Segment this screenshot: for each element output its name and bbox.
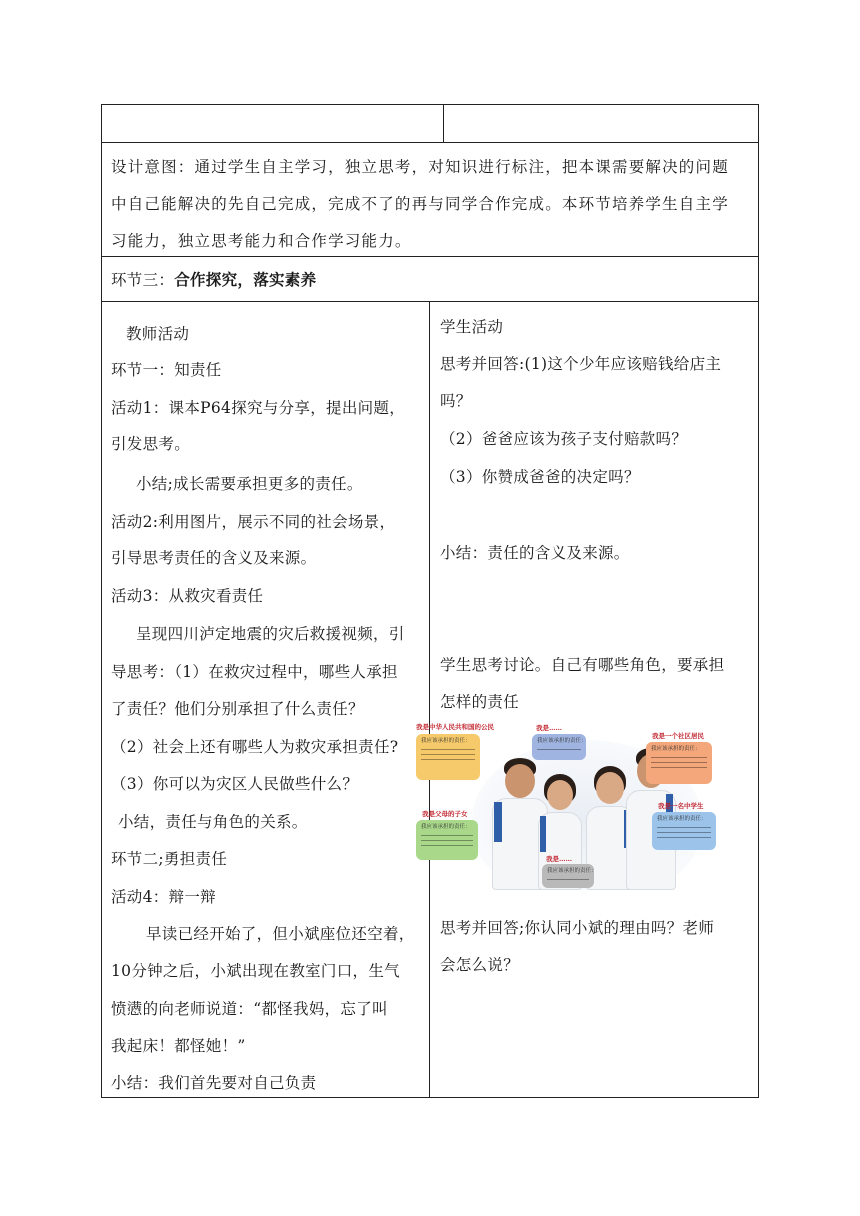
row-divider-1 [101, 142, 759, 143]
student-line-8: 思考并回答;你认同小斌的理由吗？老师 [440, 919, 715, 937]
table-bottom-border [101, 1097, 759, 1098]
student-line-3: （2）爸爸应该为孩子支付赔款吗？ [440, 430, 688, 448]
row-divider-3 [101, 301, 759, 302]
top-row-column-divider [443, 104, 444, 142]
teacher-line-4: 小结;成长需要承担更多的责任。 [136, 475, 363, 493]
teacher-line-20: 小结：我们首先要对自己负责 [111, 1074, 317, 1092]
section3-heading [111, 270, 316, 290]
student-column-header: 学生活动 [440, 318, 504, 336]
role-card-me-caption: 我是…… [536, 724, 562, 732]
activity-column-divider [429, 301, 430, 1097]
section3-title: 合作探究，落实素养 [174, 270, 317, 289]
roles-illustration [412, 720, 724, 890]
table-left-border [101, 104, 102, 1098]
teacher-line-16: 早读已经开始了，但小斌座位还空着， [146, 925, 415, 943]
teacher-line-19: 我起床！都怪她！” [111, 1037, 246, 1055]
teacher-line-13: 小结，责任与角色的关系。 [118, 813, 308, 831]
teacher-line-6: 引导思考责任的含义及来源。 [111, 549, 317, 567]
student-line-4: （3）你赞成爸爸的决定吗？ [440, 468, 640, 486]
teacher-line-5: 活动2:利用图片，展示不同的社会场景， [111, 513, 396, 531]
role-card-me [532, 724, 587, 760]
teacher-line-14: 环节二;勇担责任 [111, 850, 228, 868]
design-intent-paragraph [111, 149, 751, 260]
teacher-line-3: 引发思考。 [111, 435, 191, 453]
role-card-child-caption: 我是父母的子女 [422, 810, 468, 818]
role-card-bottom-prompt: 我应该承担的责任： [547, 868, 597, 874]
table-right-border [758, 104, 759, 1098]
teacher-line-18: 愤懑的向老师说道：“都怪我妈，忘了叫 [111, 1000, 388, 1018]
role-card-citizen-caption: 我是中华人民共和国的公民 [416, 723, 494, 731]
teacher-line-2: 活动1：课本P64探究与分享，提出问题， [111, 399, 406, 417]
student-line-7: 怎样的责任 [440, 693, 520, 711]
teacher-line-9: 导思考：（1）在救灾过程中，哪些人承担 [111, 663, 398, 681]
student-line-5: 小结：责任的含义及来源。 [440, 544, 630, 562]
role-card-student-caption: 我是一名中学生 [658, 802, 704, 810]
student-line-2: 吗？ [440, 392, 472, 410]
role-card-resident-caption: 我是一个社区居民 [652, 732, 704, 740]
design-intent-line-3: 习能力，独立思考能力和合作学习能力。 [111, 232, 412, 250]
teacher-line-10: 了责任？他们分别承担了什么责任？ [111, 700, 364, 718]
role-card-citizen [416, 723, 494, 780]
design-intent-line-2: 中自己能解决的先自己完成，完成不了的再与同学合作完成。本环节培养学生自主学 [111, 195, 729, 213]
role-card-bottom [542, 855, 597, 888]
role-card-child-prompt: 我应该承担的责任： [421, 824, 471, 830]
role-card-resident [646, 732, 712, 784]
role-card-resident-prompt: 我应该承担的责任： [651, 746, 701, 752]
role-card-me-prompt: 我应该承担的责任： [537, 738, 587, 744]
teacher-line-1: 环节一：知责任 [111, 361, 222, 379]
teacher-column-header: 教师活动 [126, 325, 190, 343]
teacher-line-8: 呈现四川泸定地震的灾后救援视频，引 [136, 625, 405, 643]
teacher-line-7: 活动3：从救灾看责任 [111, 587, 264, 605]
section3-prefix: 环节三： [111, 271, 175, 289]
design-intent-line-1: 设计意图：通过学生自主学习，独立思考，对知识进行标注，把本课需要解决的问题 [111, 158, 729, 176]
role-card-student [652, 802, 716, 850]
teacher-line-17: 10分钟之后，小斌出现在教室门口，生气 [111, 962, 400, 980]
student-line-1: 思考并回答:(1)这个少年应该赔钱给店主 [440, 355, 722, 373]
role-card-child [416, 810, 478, 860]
role-card-citizen-prompt: 我应该承担的责任： [421, 738, 471, 744]
teacher-line-11: （2）社会上还有哪些人为救灾承担责任? [111, 738, 399, 756]
role-card-student-prompt: 我应该承担的责任： [657, 816, 707, 822]
student-line-6: 学生思考讨论。自己有哪些角色，要承担 [440, 656, 725, 674]
teacher-line-12: （3）你可以为灾区人民做些什么？ [111, 775, 359, 793]
role-card-bottom-caption: 我是…… [546, 855, 572, 863]
teacher-line-15: 活动4：辩一辩 [111, 888, 216, 906]
table-top-border [101, 104, 759, 105]
student-line-9: 会怎么说？ [440, 956, 520, 974]
